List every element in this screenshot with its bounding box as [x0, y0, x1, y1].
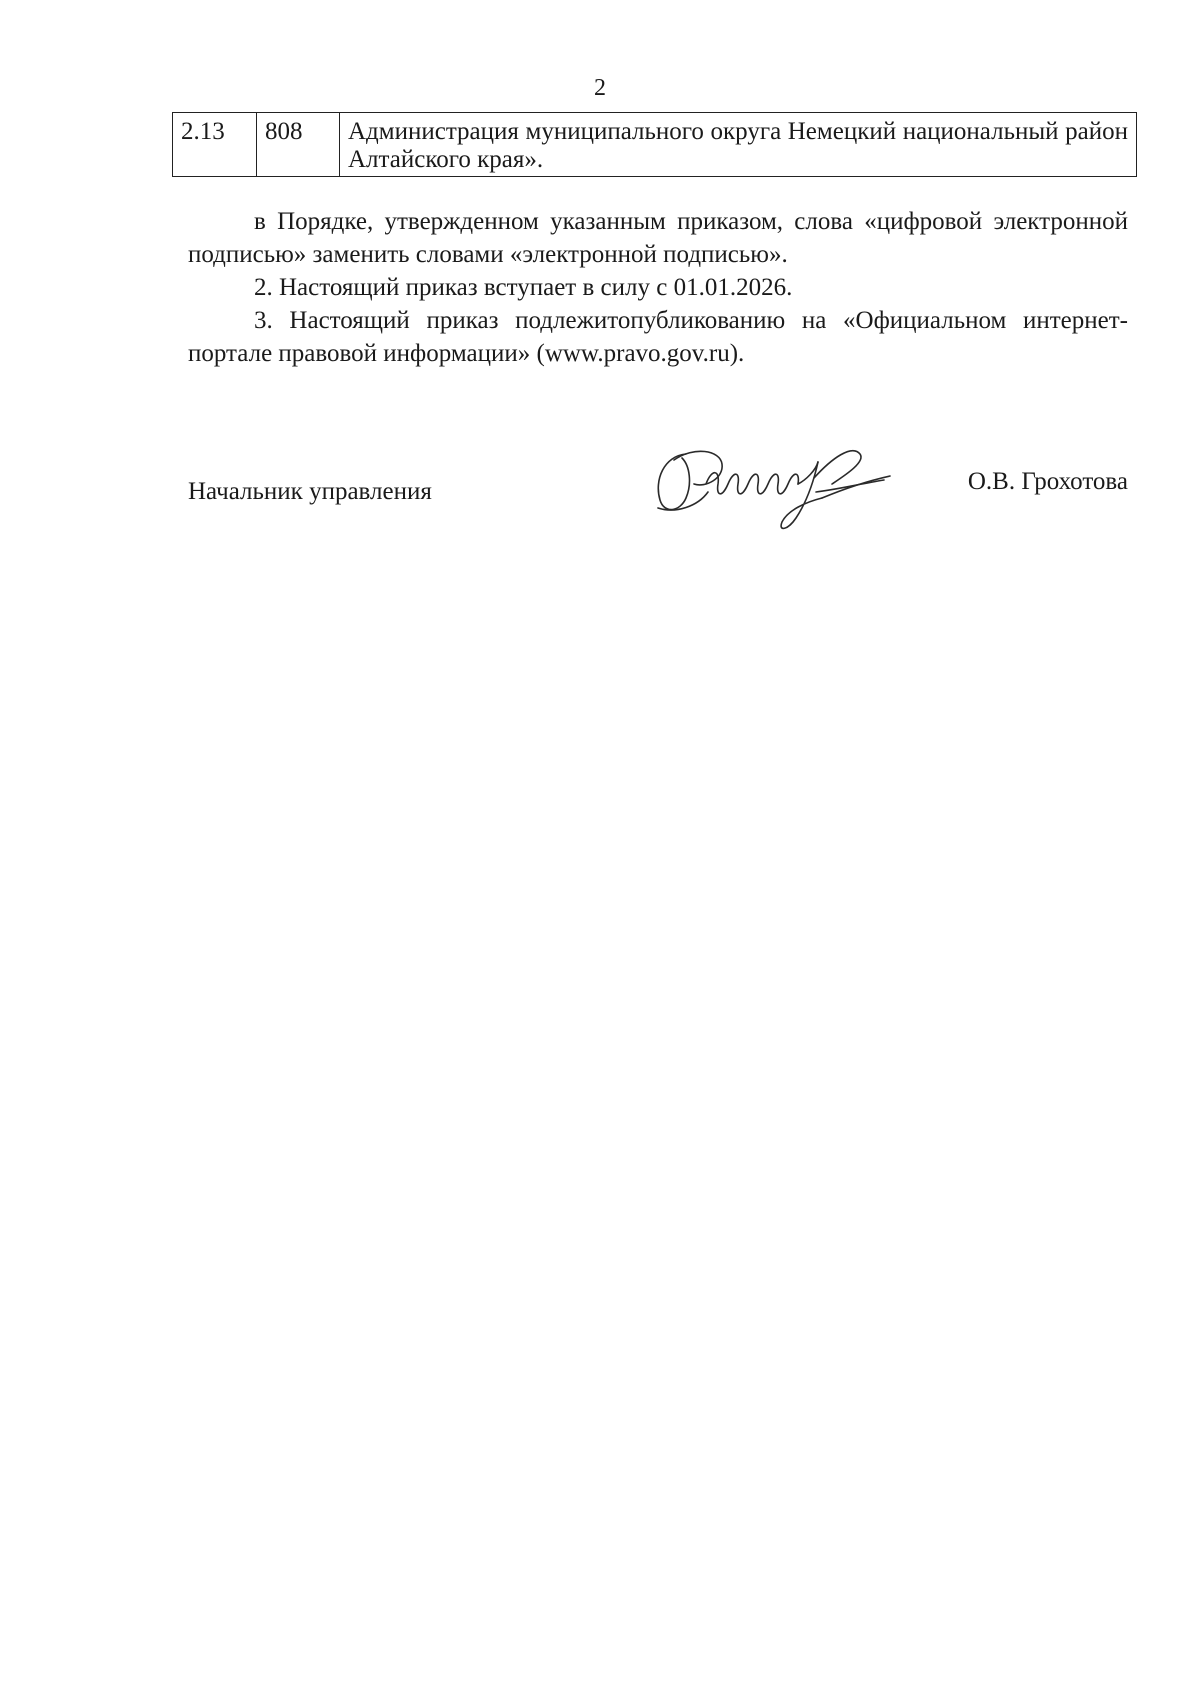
signer-name: О.В. Грохотова: [967, 468, 1128, 495]
signature-block: [188, 440, 1128, 550]
page-number: 2: [594, 75, 606, 101]
paragraph-publication: 3. Настоящий приказ подлежитопубликованию на «Официальном интернет-портале правовой информации» (www.pravo.gov.ru).: [188, 307, 1128, 367]
handwritten-signature-icon: [646, 440, 906, 550]
signer-title: Начальник управления: [188, 478, 432, 505]
table-row: [173, 113, 1137, 177]
document-body: [188, 205, 1128, 370]
row-name: Администрация муниципального округа Немецкий национальный район Алтайского края».: [340, 113, 1137, 177]
paragraph-amendment: в Порядке, утвержденном указанным приказом, слова «цифровой электронной подписью» заменить словами «электронной подписью».: [188, 208, 1128, 268]
codes-table: [172, 112, 1137, 177]
row-code: 808: [257, 113, 340, 177]
paragraph-effective-date: 2. Настоящий приказ вступает в силу с 01.01.2026.: [254, 274, 793, 301]
row-index: 2.13: [173, 113, 257, 177]
